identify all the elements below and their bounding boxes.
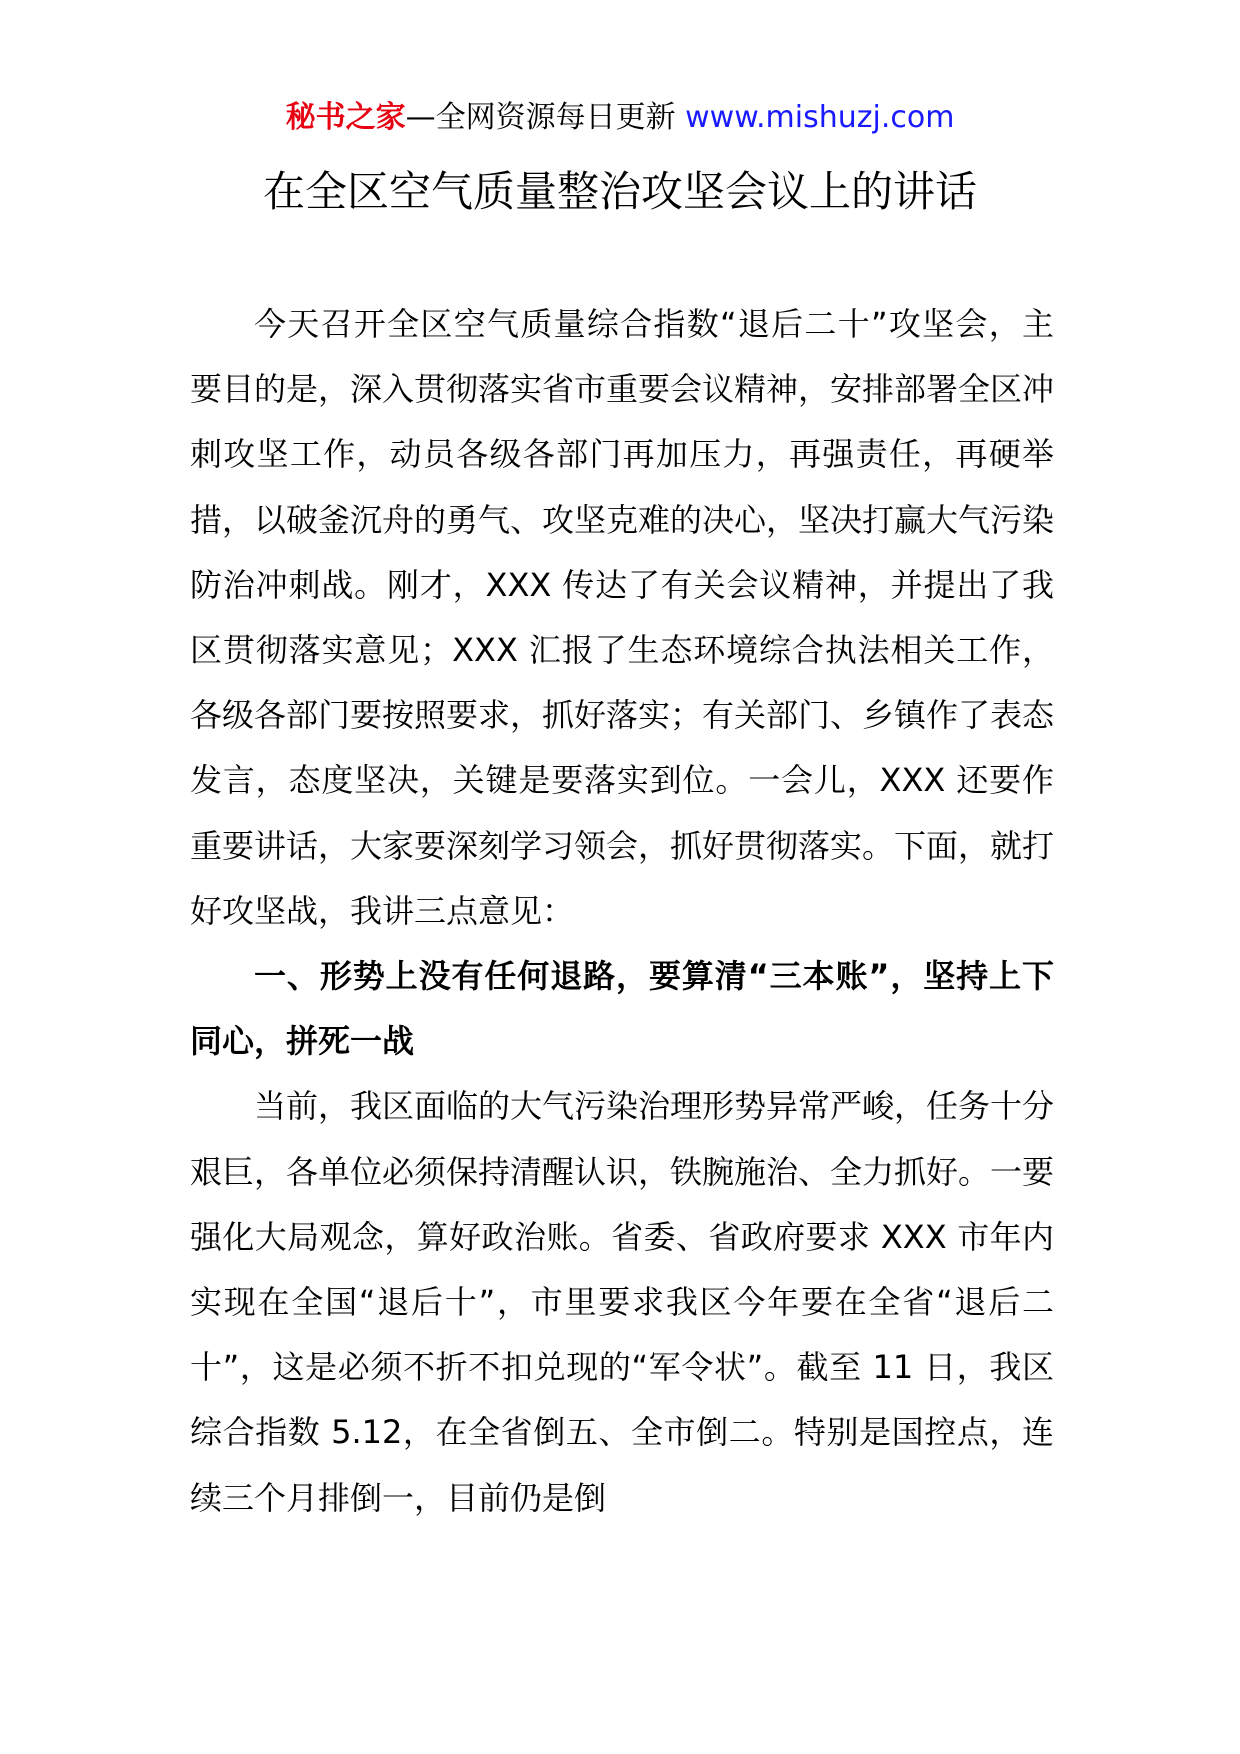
document-body [190,292,1054,1531]
document-title: 在全区空气质量整治攻坚会议上的讲话 [262,167,977,216]
paragraph-situation: 当前，我区面临的大气污染治理形势异常严峻，任务十分艰巨，各单位必须保持清醒认识，铁腕施治、全力抓好。一要强化大局观念，算好政治账。省委、省政府要求 XXX 市年内实现在全国“退后十”，市里要求我区今年要在全省“退后二十”，这是必须不折不扣兑现的“军令状”。截至 11 日，我区综合指数 5.12，在全省倒五、全市倒二。特别是国控点，连续三个月排倒一，目前仍是倒 [190,1087,1055,1517]
site-header [0,98,1240,138]
site-url-link[interactable]: www.mishuzj.com [685,100,955,135]
brand-name: 秘书之家 [285,100,406,135]
header-tagline: —全网资源每日更新 [405,100,676,135]
section-heading-1: 一、形势上没有任何退路，要算清“三本账”，坚持上下同心，拼死一战 [190,957,1054,1061]
paragraph-intro: 今天召开全区空气质量综合指数“退后二十”攻坚会，主要目的是，深入贯彻落实省市重要会议精神，安排部署全区冲刺攻坚工作，动员各级各部门再加压力，再强责任，再硬举措，以破釜沉舟的勇气、攻坚克难的决心，坚决打赢大气污染防治冲刺战。刚才，XXX 传达了有关会议精神，并提出了我区贯彻落实意见；XXX 汇报了生态环境综合执法相关工作，各级各部门要按照要求，抓好落实；有关部门、乡镇作了表态发言，态度坚决，关键是要落实到位。一会儿，XXX 还要作重要讲话，大家要深刻学习领会，抓好贯彻落实。下面，就打好攻坚战，我讲三点意见： [190,305,1055,930]
